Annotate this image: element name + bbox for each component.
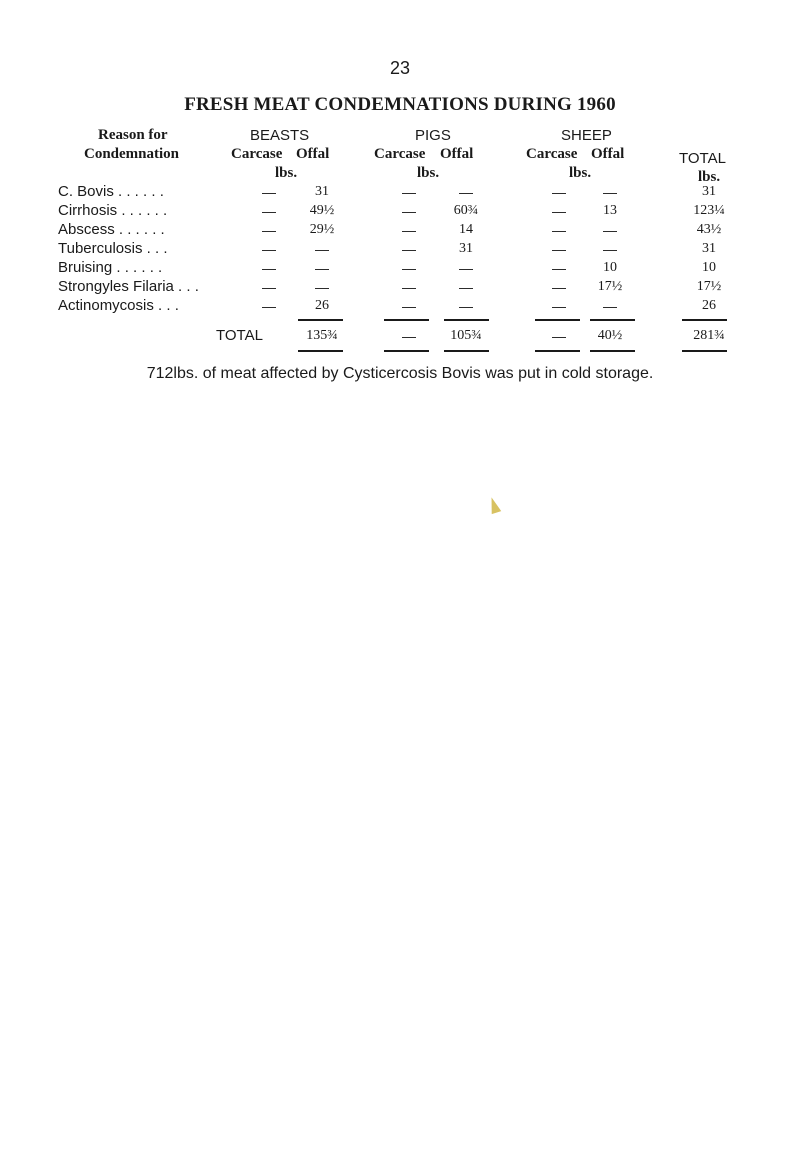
cell: 31 [702,184,716,199]
cell: — [262,184,276,200]
header-sheep-offal: Offal [591,146,625,162]
cell: 31 [702,241,716,256]
cell: — [603,298,617,314]
cell: — [262,241,276,257]
cell: — [402,222,416,238]
cell: — [459,260,473,276]
rule-bottom-pigs-offal [444,350,489,352]
header-total-lbs: lbs. [698,169,721,185]
row-label: Tuberculosis . . . [58,240,168,257]
cell: — [459,184,473,200]
cell: 17½ [597,279,623,294]
cell: — [315,260,329,276]
cell: 31 [315,184,329,199]
cell: 26 [315,298,329,313]
header-pigs-lbs: lbs. [417,165,440,181]
cell: 43½ [696,222,722,237]
row-label: Abscess . . . . . . [58,221,165,238]
header-reason-line1: Reason for [98,127,168,143]
cell: — [552,328,566,344]
cell: — [603,241,617,257]
rule-top-pigs-carcase [384,319,429,321]
cell: 281¾ [693,328,725,343]
cell: 123¼ [693,203,725,218]
rule-top-sheep-offal [590,319,635,321]
header-sheep-carcase: Carcase [526,146,578,162]
cell: — [262,298,276,314]
cell: 10 [702,260,716,275]
row-label: Cirrhosis . . . . . . [58,202,168,219]
rule-bottom-total [682,350,727,352]
header-pigs-offal: Offal [440,146,474,162]
cell: — [262,260,276,276]
footnote: 712lbs. of meat affected by Cysticercosis Bovis was put in cold storage. [146,365,654,382]
row-label: Strongyles Filaria . . . [58,278,199,295]
header-pigs-carcase: Carcase [374,146,426,162]
cell: — [552,184,566,200]
cell: 105¾ [450,328,482,343]
cell: 26 [702,298,716,313]
rule-bottom-sheep-offal [590,350,635,352]
rule-top-total [682,319,727,321]
cell: — [262,222,276,238]
cell: — [315,241,329,257]
header-beasts-lbs: lbs. [275,165,298,181]
cell: 14 [459,222,473,237]
stain-mark [487,496,501,514]
cell: — [402,184,416,200]
cell: 60¾ [453,203,479,218]
rule-top-beasts-offal [298,319,343,321]
page-title: FRESH MEAT CONDEMNATIONS DURING 1960 [184,94,616,115]
cell: 17½ [696,279,722,294]
cell: — [402,279,416,295]
cell: 135¾ [306,328,338,343]
header-pigs: PIGS [415,127,451,144]
cell: — [552,241,566,257]
row-label: Bruising . . . . . . [58,259,163,276]
cell: — [603,222,617,238]
cell: — [552,279,566,295]
cell: — [402,260,416,276]
header-beasts-offal: Offal [296,146,330,162]
cell: — [315,279,329,295]
row-label: C. Bovis . . . . . . [58,183,164,200]
header-beasts-carcase: Carcase [231,146,283,162]
row-label: Actinomycosis . . . [58,297,179,314]
header-sheep: SHEEP [561,127,612,144]
cell: 13 [603,203,617,218]
page-number: 23 [389,58,411,78]
rule-top-pigs-offal [444,319,489,321]
cell: 40½ [597,328,623,343]
cell: 29½ [309,222,335,237]
rule-bottom-sheep-carcase [535,350,580,352]
cell: — [402,241,416,257]
cell: — [402,203,416,219]
header-beasts: BEASTS [250,127,310,144]
cell: — [262,203,276,219]
cell: 10 [603,260,617,275]
cell: 49½ [309,203,335,218]
header-reason-line2: Condemnation [84,146,180,162]
rule-bottom-beasts-offal [298,350,343,352]
totals-label: TOTAL [216,327,263,344]
cell: 31 [459,241,473,256]
header-total: TOTAL [679,150,726,167]
cell: — [459,279,473,295]
rule-top-sheep-carcase [535,319,580,321]
cell: — [552,298,566,314]
cell: — [402,298,416,314]
cell: — [552,203,566,219]
header-sheep-lbs: lbs. [569,165,592,181]
cell: — [552,260,566,276]
cell: — [402,328,416,344]
rule-bottom-pigs-carcase [384,350,429,352]
cell: — [459,298,473,314]
cell: — [552,222,566,238]
cell: — [603,184,617,200]
cell: — [262,279,276,295]
